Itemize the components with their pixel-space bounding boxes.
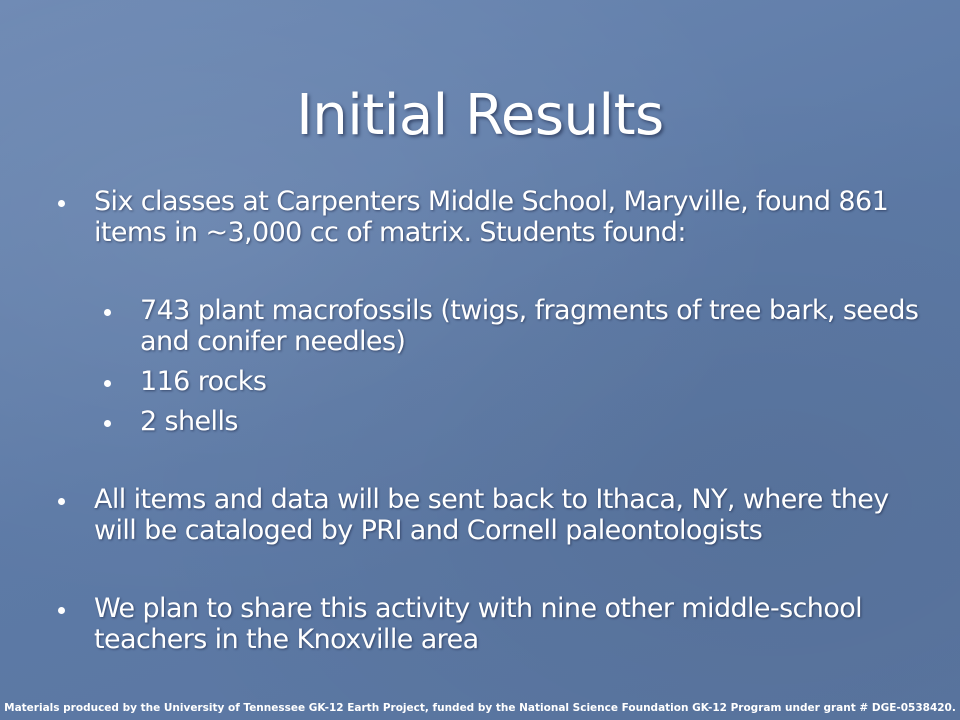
bullet-text: All items and data will be sent back to Ithaca, NY, where they will be cataloged by PRI and Cornell paleontologists	[94, 484, 889, 546]
bullet-item	[56, 593, 926, 655]
bullet-icon	[104, 380, 111, 387]
sub-bullet-item	[102, 295, 926, 357]
footer-credit: Materials produced by the University of Tennessee GK-12 Earth Project, funded by the National Science Foundation GK-12 Program under grant # DGE-0538420.	[4, 702, 956, 714]
bullet-icon	[58, 498, 65, 505]
bullet-icon	[104, 309, 111, 316]
bullet-list	[56, 186, 926, 655]
bullet-text: We plan to share this activity with nine other middle-school teachers in the Knoxville area	[94, 593, 863, 655]
bullet-item	[56, 186, 926, 248]
bullet-item	[56, 484, 926, 546]
bullet-icon	[58, 200, 65, 207]
bullet-text: 116 rocks	[140, 366, 267, 397]
slide-title: Initial Results	[296, 83, 664, 148]
bullet-text: Six classes at Carpenters Middle School, Maryville, found 861 items in ~3,000 cc of matrix. Students found:	[94, 186, 889, 248]
sub-bullet-item	[102, 406, 926, 437]
bullet-text: 743 plant macrofossils (twigs, fragments of tree bark, seeds and conifer needles)	[140, 295, 919, 357]
bullet-icon	[58, 607, 65, 614]
bullet-icon	[104, 420, 111, 427]
bullet-text: 2 shells	[140, 406, 238, 437]
sub-bullet-item	[102, 366, 926, 397]
